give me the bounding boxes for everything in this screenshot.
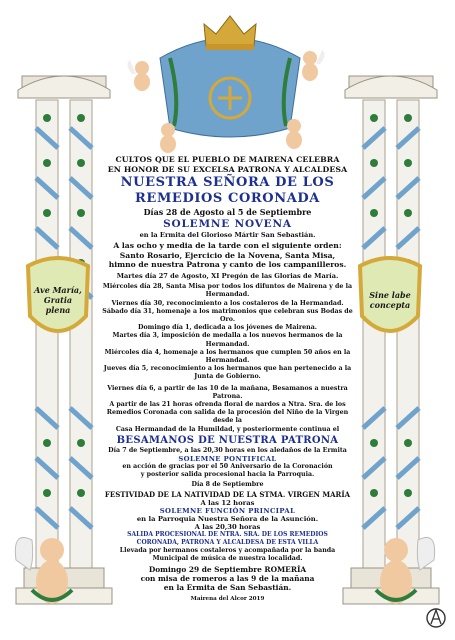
procession-carried: Llevada por hermanos costaleros y acompañada por la banda bbox=[119, 546, 336, 554]
corner-logo-icon bbox=[425, 606, 447, 632]
natividad-time: A las 12 horas bbox=[200, 498, 255, 507]
cherub-icon bbox=[12, 520, 82, 610]
besamanos-heading: BESAMANOS DE NUESTRA PATRONA bbox=[116, 434, 339, 446]
signature: Mairena del Alcor 2019 bbox=[190, 595, 265, 602]
novena-heading: SOLEMNE NOVENA bbox=[163, 218, 292, 231]
novena-day: Martes día 3, imposición de medalla a los nuevos hermanos de la Hermandad. bbox=[112, 332, 343, 348]
besamanos-line: Día 7 de Septiembre, a las 20,30 horas en los aledaños de la Ermita bbox=[108, 446, 347, 454]
novena-day: Jueves día 5, reconocimiento a los hermanos que han pertenecido a la Junta de Gobierno. bbox=[103, 365, 352, 381]
funcion-place: en la Parroquia Nuestra Señora de la Asunción. bbox=[136, 515, 319, 524]
shield-left-line: Gratia plena bbox=[43, 295, 73, 315]
cherub-icon bbox=[276, 114, 312, 150]
cherub-icon bbox=[292, 46, 328, 82]
procession-line: CORONADA, PATRONA Y ALCALDESA DE ESTA VILLA bbox=[136, 539, 319, 547]
pregon: Martes día 27 de Agosto, XI Pregón de las Glorias de María. bbox=[116, 272, 339, 280]
shield-sine-labe bbox=[354, 256, 426, 344]
besamanos-intro: A partir de las 21 horas ofrenda floral de nardos a Ntra. Sra. de los bbox=[109, 401, 346, 409]
dates: Días 28 de Agosto al 5 de Septiembre bbox=[143, 207, 312, 218]
novena-place: en la Ermita del Glorioso Mártir San Sebastián. bbox=[139, 231, 316, 240]
pontifical-line: y posterior salida procesional hacia la Parroquia. bbox=[140, 471, 315, 479]
title-line: REMEDIOS CORONADA bbox=[135, 191, 320, 207]
besamanos-intro: Remedios Coronada con salida de la procesión del Niño de la Virgen desde la bbox=[106, 409, 349, 425]
poster-text bbox=[100, 155, 355, 603]
procession-line: SALIDA PROCESIONAL DE NTRA. SRA. DE LOS REMEDIOS bbox=[127, 531, 328, 539]
cherub-icon bbox=[124, 56, 160, 92]
novena-day: Sábado día 31, homenaje a los matrimonios que celebran sus Bodas de Oro. bbox=[102, 307, 353, 324]
crown-icon bbox=[200, 12, 260, 52]
novena-order: A las ocho y media de la tarde con el siguiente orden: bbox=[113, 241, 342, 251]
novena-day: Domingo día 1, dedicada a los jóvenes de Mairena. bbox=[138, 324, 317, 332]
cherub-icon bbox=[150, 118, 186, 154]
procession-carried: Municipal de música de nuestra localidad. bbox=[152, 554, 303, 562]
pontifical-line: en acción de gracias por el 50 Aniversario de la Coronación bbox=[122, 463, 333, 471]
besamanos-intro: Casa Hermandad de la Humildad, y posteriormente continua el bbox=[115, 425, 340, 433]
romeria-line: con misa de romeros a las 9 de la mañana bbox=[140, 574, 315, 584]
novena-order: Santo Rosario, Ejercicio de la Novena, Santa Misa, bbox=[119, 250, 336, 260]
novena-day: Viernes día 30, reconocimiento a los costaleros de la Hermandad. bbox=[111, 299, 344, 307]
shield-right-line: concepta bbox=[369, 300, 411, 310]
shield-right-line: Sine labe bbox=[369, 290, 411, 300]
besamanos-intro: Viernes día 6, a partir de las 10 de la mañana, Besamanos a nuestra Patrona. bbox=[107, 384, 348, 400]
natividad-date: Día 8 de Septiembre bbox=[191, 481, 264, 489]
romeria-line: Domingo 29 de Septiembre ROMERÍA bbox=[148, 565, 307, 575]
cherub-icon bbox=[360, 520, 438, 610]
intro-line: CULTOS QUE EL PUEBLO DE MAIRENA CELEBRA bbox=[115, 155, 340, 164]
natividad-title: FESTIVIDAD DE LA NATIVIDAD DE LA STMA. VIRGEN MARÍA bbox=[104, 489, 351, 499]
pontifical-heading: SOLEMNE PONTIFICAL bbox=[178, 455, 277, 464]
title-line: NUESTRA SEÑORA DE LOS bbox=[120, 175, 335, 191]
funcion-heading: SOLEMNE FUNCIÓN PRINCIPAL bbox=[159, 507, 296, 516]
shield-ave-maria bbox=[22, 256, 94, 344]
shield-left-line: Ave María, bbox=[34, 285, 82, 295]
novena-day: Miércoles día 4, homenaje a los hermanos que cumplen 50 años en la Hermandad. bbox=[104, 348, 351, 365]
novena-day: Miércoles día 28, Santa Misa por todos los difuntos de Mairena y de la Hermandad. bbox=[102, 283, 353, 299]
novena-order: himno de nuestra Patrona y canto de los campanilleros. bbox=[108, 259, 347, 269]
procession-time: A las 20,30 horas bbox=[194, 523, 261, 532]
intro-line: EN HONOR DE SU EXCELSA PATRONA Y ALCALDESA bbox=[107, 164, 348, 174]
romeria-line: en la Ermita de San Sebastián. bbox=[163, 583, 292, 593]
